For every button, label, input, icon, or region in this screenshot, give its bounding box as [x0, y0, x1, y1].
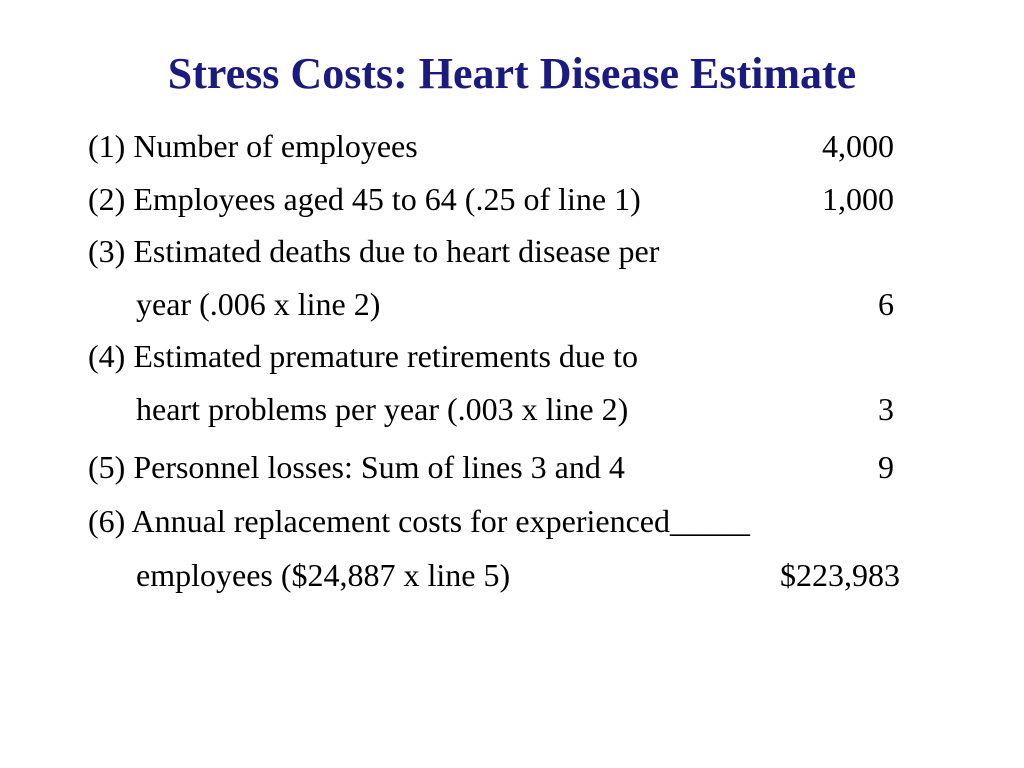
line-4-continuation-value: 3 — [878, 391, 894, 427]
line-6-continuation-value: $223,983 — [780, 557, 900, 593]
line-3 — [88, 229, 894, 273]
line-1 — [88, 124, 894, 168]
line-2-label: (2) Employees aged 45 to 64 (.25 of line 1) — [88, 181, 641, 217]
line-4-continuation-label: heart problems per year (.003 x line 2) — [136, 391, 629, 427]
line-3-label: (3) Estimated deaths due to heart disease per — [88, 233, 660, 269]
line-4-continuation — [136, 387, 894, 431]
line-1-label: (1) Number of employees — [88, 128, 418, 164]
line-3-continuation-value: 6 — [878, 286, 894, 322]
line-5 — [88, 445, 894, 489]
line-6 — [88, 499, 914, 543]
line-2 — [88, 177, 894, 221]
line-3-continuation — [136, 282, 894, 326]
line-5-value: 9 — [878, 449, 894, 485]
line-1-value: 4,000 — [822, 128, 894, 164]
line-3-continuation-label: year (.006 x line 2) — [136, 286, 381, 322]
line-6-continuation-label: employees ($24,887 x line 5) — [136, 557, 511, 593]
slide-title: Stress Costs: Heart Disease Estimate — [167, 49, 857, 98]
line-4 — [88, 334, 894, 378]
line-6-continuation — [136, 553, 900, 597]
line-2-value: 1,000 — [822, 181, 894, 217]
line-5-label: (5) Personnel losses: Sum of lines 3 and 4 — [88, 449, 625, 485]
line-6-label: (6) Annual replacement costs for experienced_____ — [88, 503, 750, 539]
line-4-label: (4) Estimated premature retirements due to — [88, 338, 639, 374]
